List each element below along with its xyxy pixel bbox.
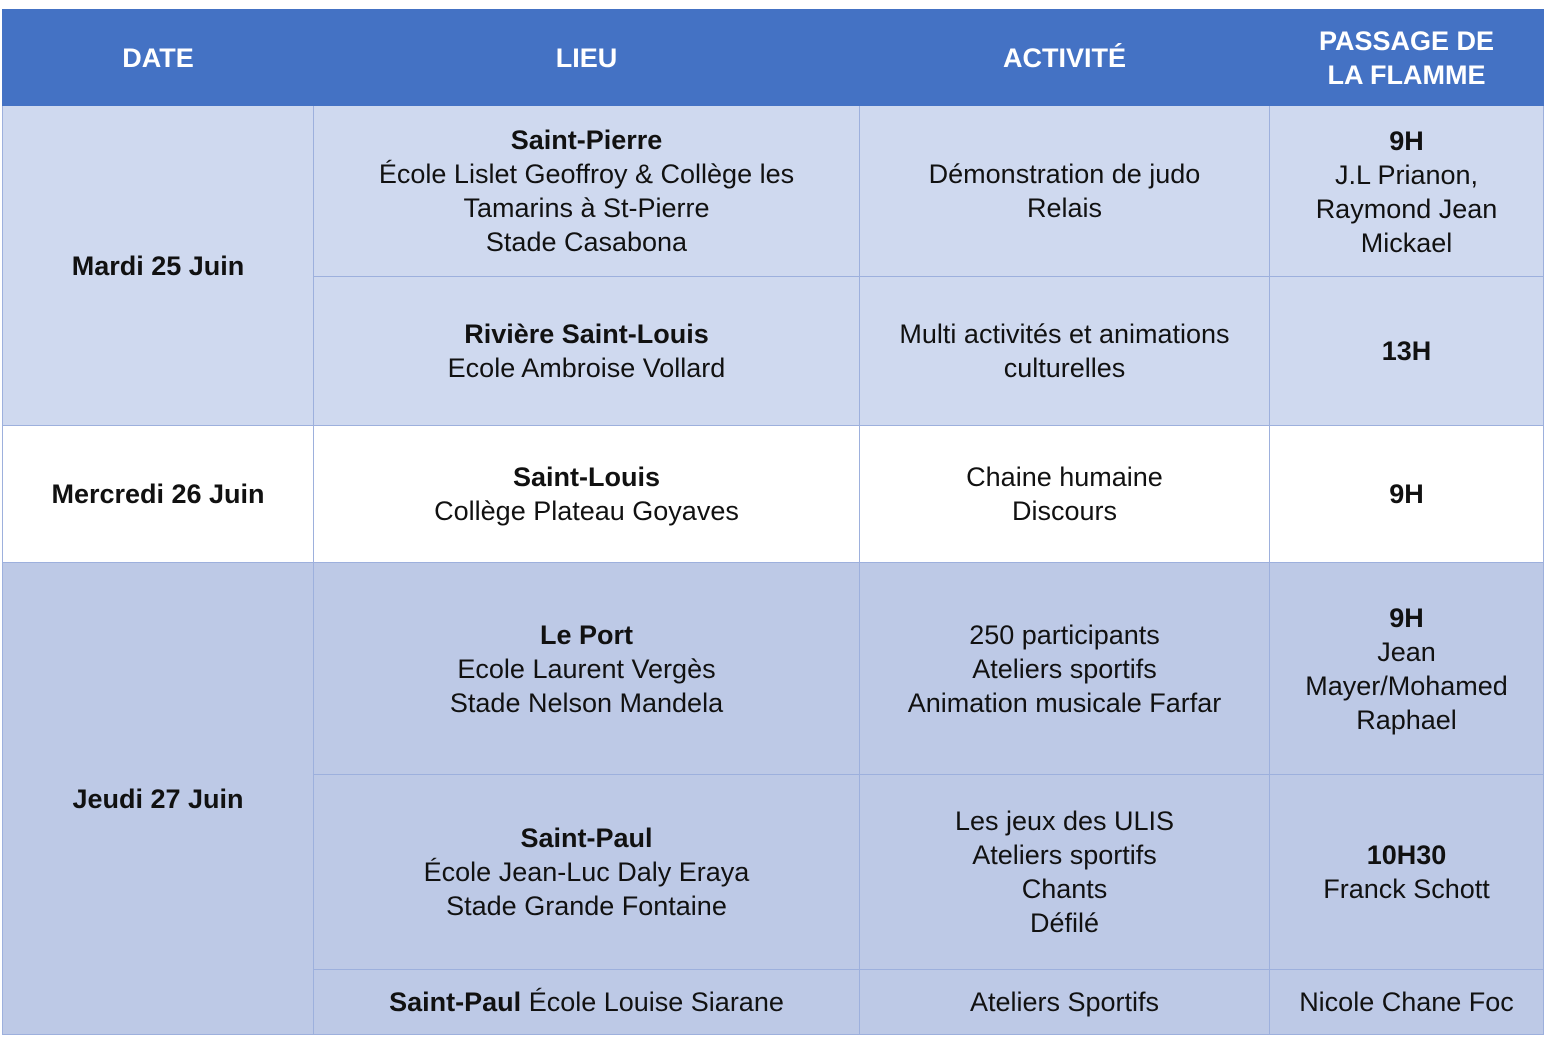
activite-line: Multi activités et animations [899, 319, 1230, 349]
lieu-line: École Louise Siarane [528, 987, 784, 1017]
activite-cell [860, 106, 1270, 277]
passage-cell [1270, 426, 1544, 563]
passage-line: Mayer/Mohamed [1305, 670, 1508, 701]
activite-line: Ateliers sportifs [972, 840, 1157, 870]
lieu-cell [314, 775, 860, 970]
activite-line: Chants [1021, 874, 1108, 904]
activite-cell [860, 563, 1270, 775]
activite-line: Relais [1026, 193, 1103, 223]
lieu-line: Ecole Laurent Vergès [457, 653, 716, 684]
activite-cell [860, 775, 1270, 970]
lieu-cell [314, 106, 860, 277]
lieu-cell [314, 970, 860, 1035]
activite-line: Discours [1011, 496, 1118, 526]
activite-cell [860, 426, 1270, 563]
passage-cell [1270, 775, 1544, 970]
lieu-line: Stade Nelson Mandela [449, 687, 724, 718]
lieu-line: Stade Grande Fontaine [446, 891, 727, 921]
lieu-title: Saint-Louis [513, 462, 660, 492]
lieu-line: Ecole Ambroise Vollard [447, 353, 726, 383]
passage-line: Mickael [1360, 228, 1453, 258]
passage-time: 9H [1389, 479, 1424, 509]
table-row [3, 106, 1544, 277]
activite-line: Ateliers sportifs [972, 653, 1157, 684]
activite-cell [860, 277, 1270, 426]
passage-time: 9H [1389, 126, 1424, 156]
date-cell: Jeudi 27 Juin [3, 563, 314, 1035]
lieu-line: Tamarins à St-Pierre [463, 193, 710, 223]
flame-schedule-table [2, 9, 1544, 1035]
passage-line: Jean [1377, 636, 1436, 667]
passage-line: Franck Schott [1323, 874, 1490, 904]
lieu-line: Collège Plateau Goyaves [434, 496, 739, 526]
header-passage-line: PASSAGE DE [1318, 25, 1495, 56]
date-cell: Mercredi 26 Juin [3, 426, 314, 563]
lieu-title: Saint-Paul [520, 823, 653, 853]
passage-cell [1270, 970, 1544, 1035]
passage-time: 10H30 [1366, 840, 1447, 870]
passage-line: Raphael [1356, 704, 1457, 735]
activite-line: 250 participants [969, 619, 1160, 650]
passage-line: Raymond Jean [1315, 194, 1498, 224]
lieu-title: Le Port [539, 619, 633, 650]
passage-time: 9H [1389, 602, 1424, 633]
activite-line: Ateliers Sportifs [969, 987, 1160, 1017]
activite-line: Chaine humaine [966, 462, 1163, 492]
activite-line: Démonstration de judo [928, 159, 1201, 189]
lieu-cell [314, 563, 860, 775]
header-lieu: LIEU [314, 10, 860, 106]
table-row [3, 563, 1544, 775]
activite-line: Les jeux des ULIS [954, 806, 1175, 836]
activite-line: Défilé [1029, 908, 1100, 938]
passage-cell [1270, 106, 1544, 277]
lieu-cell [314, 277, 860, 426]
lieu-title: Rivière Saint-Louis [464, 319, 709, 349]
header-date: DATE [3, 10, 314, 106]
passage-time: 13H [1381, 336, 1432, 366]
lieu-line: Stade Casabona [485, 227, 688, 257]
header-activite: ACTIVITÉ [860, 10, 1270, 106]
passage-cell [1270, 277, 1544, 426]
lieu-line: École Lislet Geoffroy & Collège les [378, 159, 795, 189]
header-passage [1270, 10, 1544, 106]
table-row [3, 426, 1544, 563]
lieu-title: Saint-Pierre [510, 125, 663, 155]
passage-line: Nicole Chane Foc [1299, 987, 1514, 1017]
header-row [3, 10, 1544, 106]
passage-line: J.L Prianon, [1334, 160, 1479, 190]
activite-cell [860, 970, 1270, 1035]
date-cell: Mardi 25 Juin [3, 106, 314, 426]
lieu-title: Saint-Paul [389, 987, 522, 1017]
lieu-cell [314, 426, 860, 563]
lieu-line: École Jean-Luc Daly Eraya [423, 857, 750, 887]
passage-cell [1270, 563, 1544, 775]
header-passage-line: LA FLAMME [1327, 59, 1486, 90]
activite-line: Animation musicale Farfar [907, 687, 1222, 718]
activite-line: culturelles [1003, 353, 1126, 383]
